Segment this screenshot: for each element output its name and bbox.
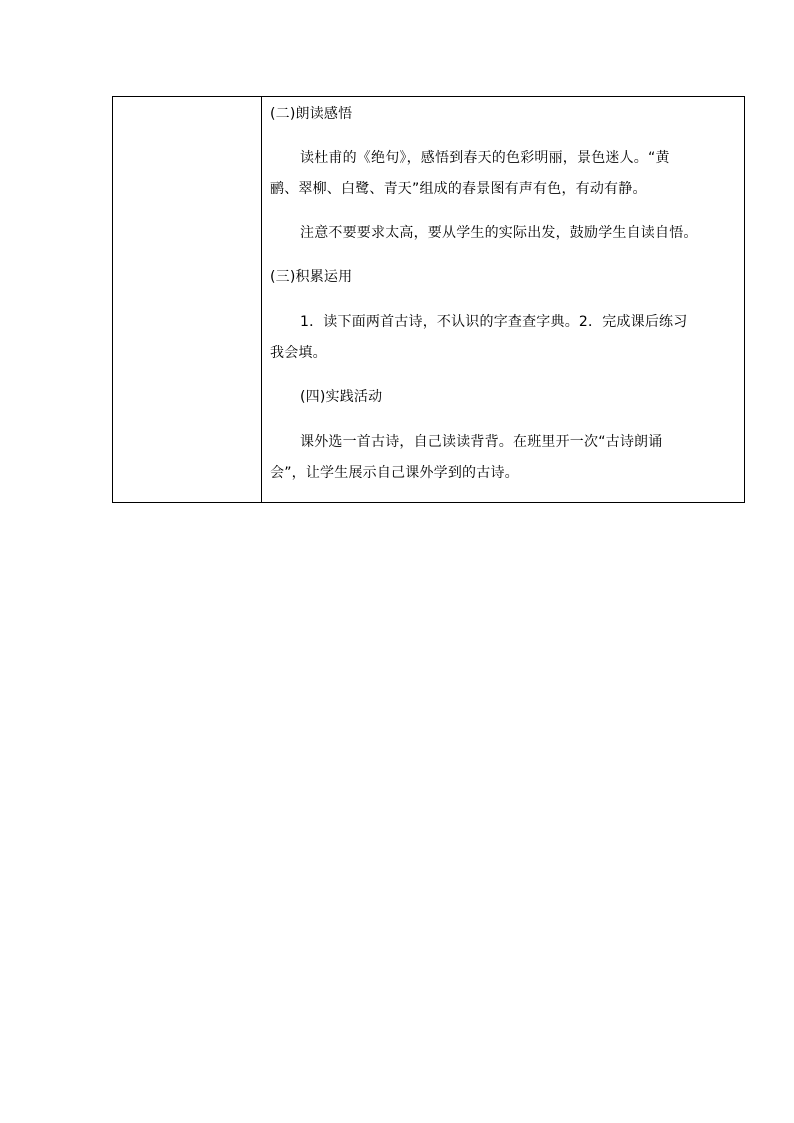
paragraph-note: 注意不要要求太高，要从学生的实际出发，鼓励学生自读自悟。 [300, 225, 698, 241]
paragraph-jueju-line-2: 鹂、翠柳、白鹭、青天”组成的春景图有声有色，有动有静。 [270, 181, 647, 197]
paragraph-activity-line-1: 课外选一首古诗，自己读读背背。在班里开一次“古诗朗诵 [300, 434, 663, 450]
section-heading-activity: (四)实践活动 [300, 389, 383, 405]
section-heading-practice: (三)积累运用 [270, 269, 353, 285]
section-heading-reading: (二)朗读感悟 [270, 106, 353, 122]
table-right-cell [262, 97, 744, 502]
paragraph-jueju-line-1: 读杜甫的《绝句》，感悟到春天的色彩明丽，景色迷人。“黄 [300, 150, 670, 166]
table-left-cell [113, 97, 262, 502]
paragraph-activity-line-2: 会”，让学生展示自己课外学到的古诗。 [270, 465, 519, 481]
lesson-plan-table [112, 96, 745, 503]
paragraph-practice-line-2: 我会填。 [270, 345, 327, 361]
paragraph-practice-line-1: 1．读下面两首古诗，不认识的字查查字典。2．完成课后练习 [300, 314, 688, 330]
